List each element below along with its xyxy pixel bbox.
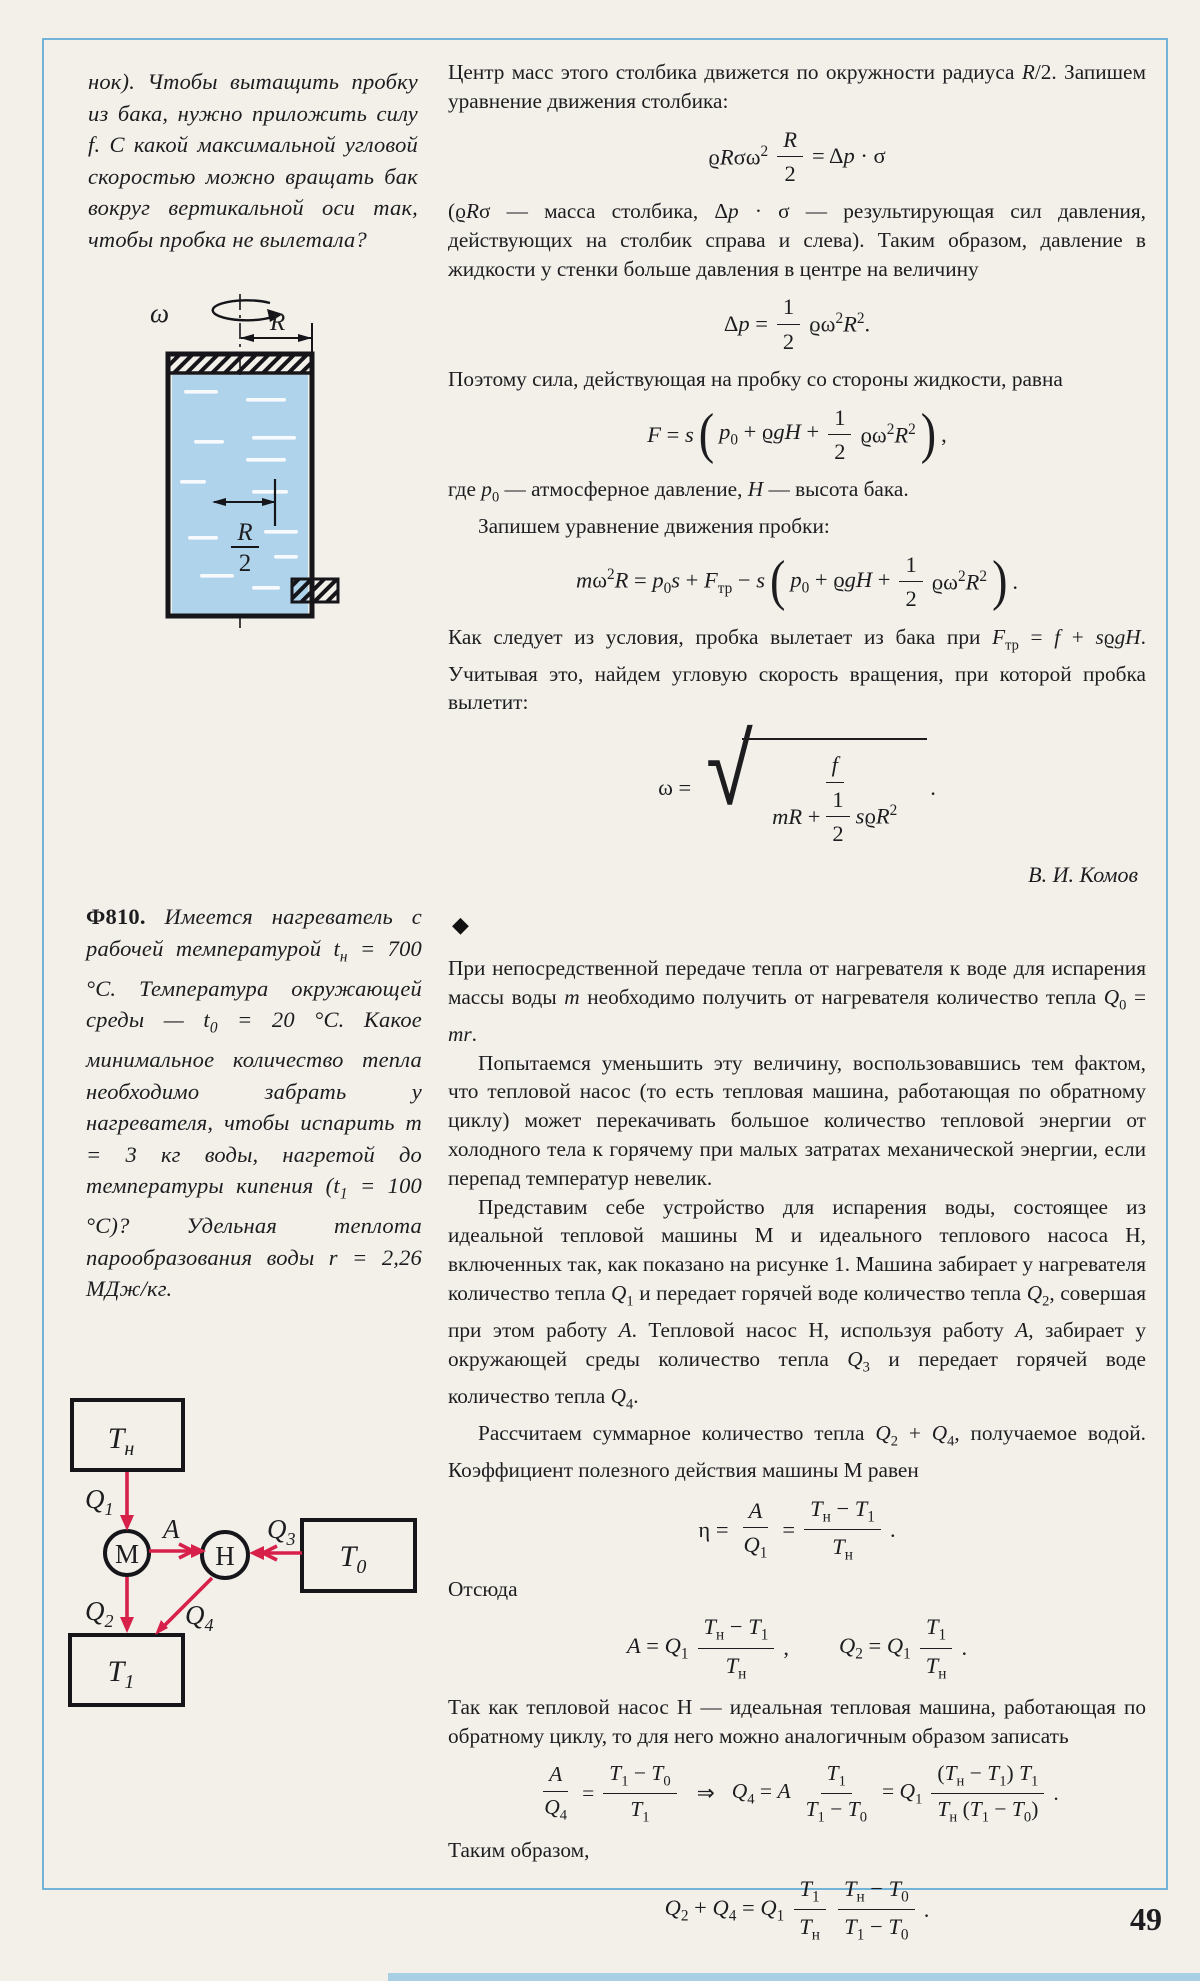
formula-part: $p_0 + ϱgH$ + — [790, 566, 891, 597]
problem-f810-text: Имеется нагреватель с рабочей температурой $t_н = 700$ °С. Температура окружающей среды — $t_0 = 20$ °С. Какое минимальное количество тепла необходимо забрать у нагревателя, чтобы испарить m = 3 кг воды, нагретой до температуры кипения ($t_1 = 100$ °С)? Удельная теплота парообразования воды r = 2,26 МДж/кг. — [86, 904, 423, 1301]
problem-continuation-text: нок). Чтобы вытащить пробку из бака, нужно приложить силу f. С какой максимальной угловой скоростью можно вращать бак вокруг вертикальной оси так, чтобы пробка не вылетала? — [88, 69, 418, 252]
tank-figure — [124, 290, 356, 637]
tank-figure-svg — [124, 290, 356, 632]
fraction: $\frac{T_1}{T_н}$ — [793, 1874, 826, 1946]
solution-paragraph: При непосредственной передаче тепла от нагревателя к воде для испарения массы воды m необходимо получить от нагревателя количество тепла $Q_0$ = mr. — [448, 956, 1146, 1046]
formula-part: $m\omega^2R = p_0s + F_{тр} - s$ — [575, 565, 765, 597]
fraction: f mR + $\frac{1}{2}$ sϱR$^2$ — [766, 750, 903, 848]
solution-paragraph: Отсюда — [448, 1576, 518, 1601]
formula-part: . — [1012, 568, 1019, 594]
formula-force — [448, 403, 1146, 467]
solution-paragraph: Таким образом, — [448, 1838, 590, 1863]
fraction: $\frac{R}{2}$ — [777, 125, 803, 189]
fraction: $\frac{T_н - T_1}{T_н}$ — [698, 1612, 775, 1684]
half-radius-numerator: R — [237, 519, 253, 546]
radical-sign: √ — [706, 711, 753, 829]
fraction: $\frac{1}{2}$ — [828, 403, 851, 467]
machine-letter: М — [114, 1539, 140, 1569]
formula-delta-p — [448, 292, 1146, 356]
formula-part: $Q_2 = Q_1$ — [838, 1632, 911, 1663]
formula-part: Δp = — [723, 311, 768, 337]
pump-letter: Н — [215, 1541, 235, 1571]
formula-part: $ϱ\omega^2R^2$ — [860, 420, 916, 448]
fraction: $\frac{1}{2}$ — [826, 785, 849, 849]
q4-label: $Q_4$ — [185, 1600, 214, 1635]
tank-lid-hatched — [168, 354, 312, 373]
solution-paragraph: Запишем уравнение движения пробки: — [478, 514, 830, 539]
bottom-blue-strip — [388, 1973, 1200, 1981]
omega-label: ω — [150, 298, 170, 328]
rotation-arrow-arc — [213, 300, 272, 320]
formula-cork-motion — [448, 550, 1146, 614]
square-root — [702, 711, 927, 850]
fraction: $\frac{T_1 - T_0}{T_1}$ — [603, 1760, 676, 1828]
implies-arrow: ⇒ — [696, 1781, 715, 1805]
formula-part: mR + — [772, 803, 821, 829]
formula-part: ϱRσω$^2$ — [708, 142, 769, 170]
formula-efficiency — [448, 1494, 1146, 1566]
solution-paragraph: Попытаемся уменьшить эту величину, воспользовавшись тем фактом, что тепловой насос (то есть тепловая машина, работающая по обратному циклу) может перекачивать большое количество тепловой энергии от холодного тела к горячему при малых затратах механической энергии, если перепад температур невелик. — [448, 1050, 1146, 1190]
water-fill — [172, 375, 308, 614]
problem-number-label: Ф810. — [86, 904, 146, 929]
formula-part: $ϱ\omega^2R^2$. — [809, 310, 871, 337]
formula-part: $A = Q_1$ — [626, 1632, 689, 1663]
q2-label: $Q_2$ — [85, 1596, 114, 1631]
fraction: $\frac{(T_н - T_1) T_1}{T_н (T_1 - T_0)}$ — [931, 1760, 1044, 1828]
formula-part: $Q_4 = A$ — [731, 1778, 791, 1808]
solution-paragraph: Рассчитаем суммарное количество тепла $Q_2 + Q_4$, получаемое водой. Коэффициент полезного действия машины М равен — [448, 1420, 1146, 1483]
close-paren: ) — [992, 549, 1008, 612]
fraction: $\frac{1}{2}$ — [777, 292, 800, 356]
open-paren: ( — [770, 549, 786, 612]
right-column — [448, 58, 1146, 1955]
formula-part: η = — [698, 1516, 729, 1542]
formula-part: . — [961, 1635, 968, 1661]
formula-part: = — [582, 1781, 595, 1805]
work-label: A — [163, 1514, 180, 1544]
formula-part: . — [930, 775, 936, 801]
solution-paragraph: Так как тепловой насос Н — идеальная тепловая машина, работающая по обратному циклу, то для него можно аналогичным образом записать — [448, 1695, 1146, 1748]
formula-part: ω = — [658, 775, 692, 801]
ambient-label: $T_0$ — [339, 1540, 367, 1578]
formula-pump-relation — [448, 1760, 1146, 1828]
formula-part: $Q_2 + Q_4 = Q_1$ — [664, 1894, 785, 1925]
water-box — [70, 1635, 183, 1705]
formula-part: sϱR$^2$ — [855, 802, 898, 829]
solution-paragraph: Центр масс этого столбика движется по окружности радиуса R/2. Запишем уравнение движения столбика: — [448, 60, 1146, 113]
water-label: $T_1$ — [107, 1655, 135, 1693]
q1-label: $Q_1$ — [85, 1484, 114, 1519]
formula-part: $ϱ\omega^2R^2$ — [931, 568, 988, 595]
formula-part: , — [783, 1635, 789, 1661]
heater-label: $T_н$ — [107, 1422, 135, 1460]
formula-part: . — [923, 1896, 930, 1922]
formula-column-motion — [448, 125, 1146, 189]
formula-work-heat — [448, 1612, 1146, 1684]
fraction: $\frac{T_н - T_1}{T_н}$ — [804, 1494, 881, 1566]
solution-paragraph: где $p_0$ — атмосферное давление, H — высота бака. — [448, 477, 909, 506]
formula-part: = — [782, 1516, 796, 1542]
fraction: $\frac{1}{2}$ — [899, 550, 922, 614]
formula-total-heat — [448, 1874, 1146, 1946]
formula-omega-result — [448, 711, 1146, 850]
open-paren: ( — [698, 402, 715, 465]
heat-machine-figure-svg — [55, 1398, 435, 1716]
fraction: $\frac{A}{Q_4}$ — [544, 1762, 568, 1824]
close-paren: ) — [920, 402, 937, 465]
dimension-arrow — [240, 334, 254, 342]
solution-paragraph: (ϱRσ — масса столбика, Δp · σ — результирующая сил давления, действующих на столбик справа и слева). Таким образом, давление в жидкости у стенки больше давления в центре на величину — [448, 199, 1146, 281]
q3-label: $Q_3$ — [267, 1514, 296, 1549]
formula-part: , — [941, 421, 947, 447]
author-signature: В. И. Комов — [1028, 862, 1138, 888]
fraction: $\frac{T_1}{T_1 - T_0}$ — [805, 1760, 868, 1826]
solution-paragraph: Как следует из условия, пробка вылетает из бака при $F_{тр} = f + sϱgH$. Учитывая это, найдем угловую скорость вращения, при которой пробка вылетит: — [448, 624, 1146, 715]
formula-part: = Δp · σ — [811, 143, 886, 169]
formula-part: = $Q_1$ — [882, 1778, 923, 1808]
dimension-arrow — [298, 334, 312, 342]
radius-label: R — [270, 309, 286, 336]
formula-part: . — [889, 1516, 896, 1542]
fraction: $\frac{T_н - T_0}{T_1 - T_0}$ — [838, 1874, 915, 1946]
page-number: 49 — [1130, 1901, 1162, 1937]
solution-paragraph: Представим себе устройство для испарения воды, состоящее из идеальной тепловой машины М и идеального теплового насоса Н, включенных так, как показано на рисунке 1. Машина забирает у нагревателя количество тепла $Q_1$ и передает горячей воде количество тепла $Q_2$, совершая при этом работу А. Тепловой насос Н, используя работу А, забирает у окружающей среды количество тепла $Q_3$ и передает горячей воде количество тепла $Q_4$. — [448, 1194, 1147, 1413]
half-radius-denominator: 2 — [238, 550, 252, 577]
formula-part: . — [1053, 1781, 1059, 1805]
problem-f810 — [86, 901, 422, 1305]
fraction: $\frac{T_1}{T_н}$ — [920, 1612, 953, 1684]
fraction: $\frac{A}{Q_1}$ — [743, 1497, 768, 1562]
cork-plug-hatched — [292, 579, 338, 602]
section-separator-diamond: ◆ — [452, 912, 469, 938]
solution-paragraph: Поэтому сила, действующая на пробку со стороны жидкости, равна — [448, 366, 1063, 391]
heat-machine-figure — [55, 1398, 435, 1721]
formula-part: $p_0 + ϱgH$ + — [719, 419, 820, 449]
formula-part: F = s — [647, 421, 694, 447]
